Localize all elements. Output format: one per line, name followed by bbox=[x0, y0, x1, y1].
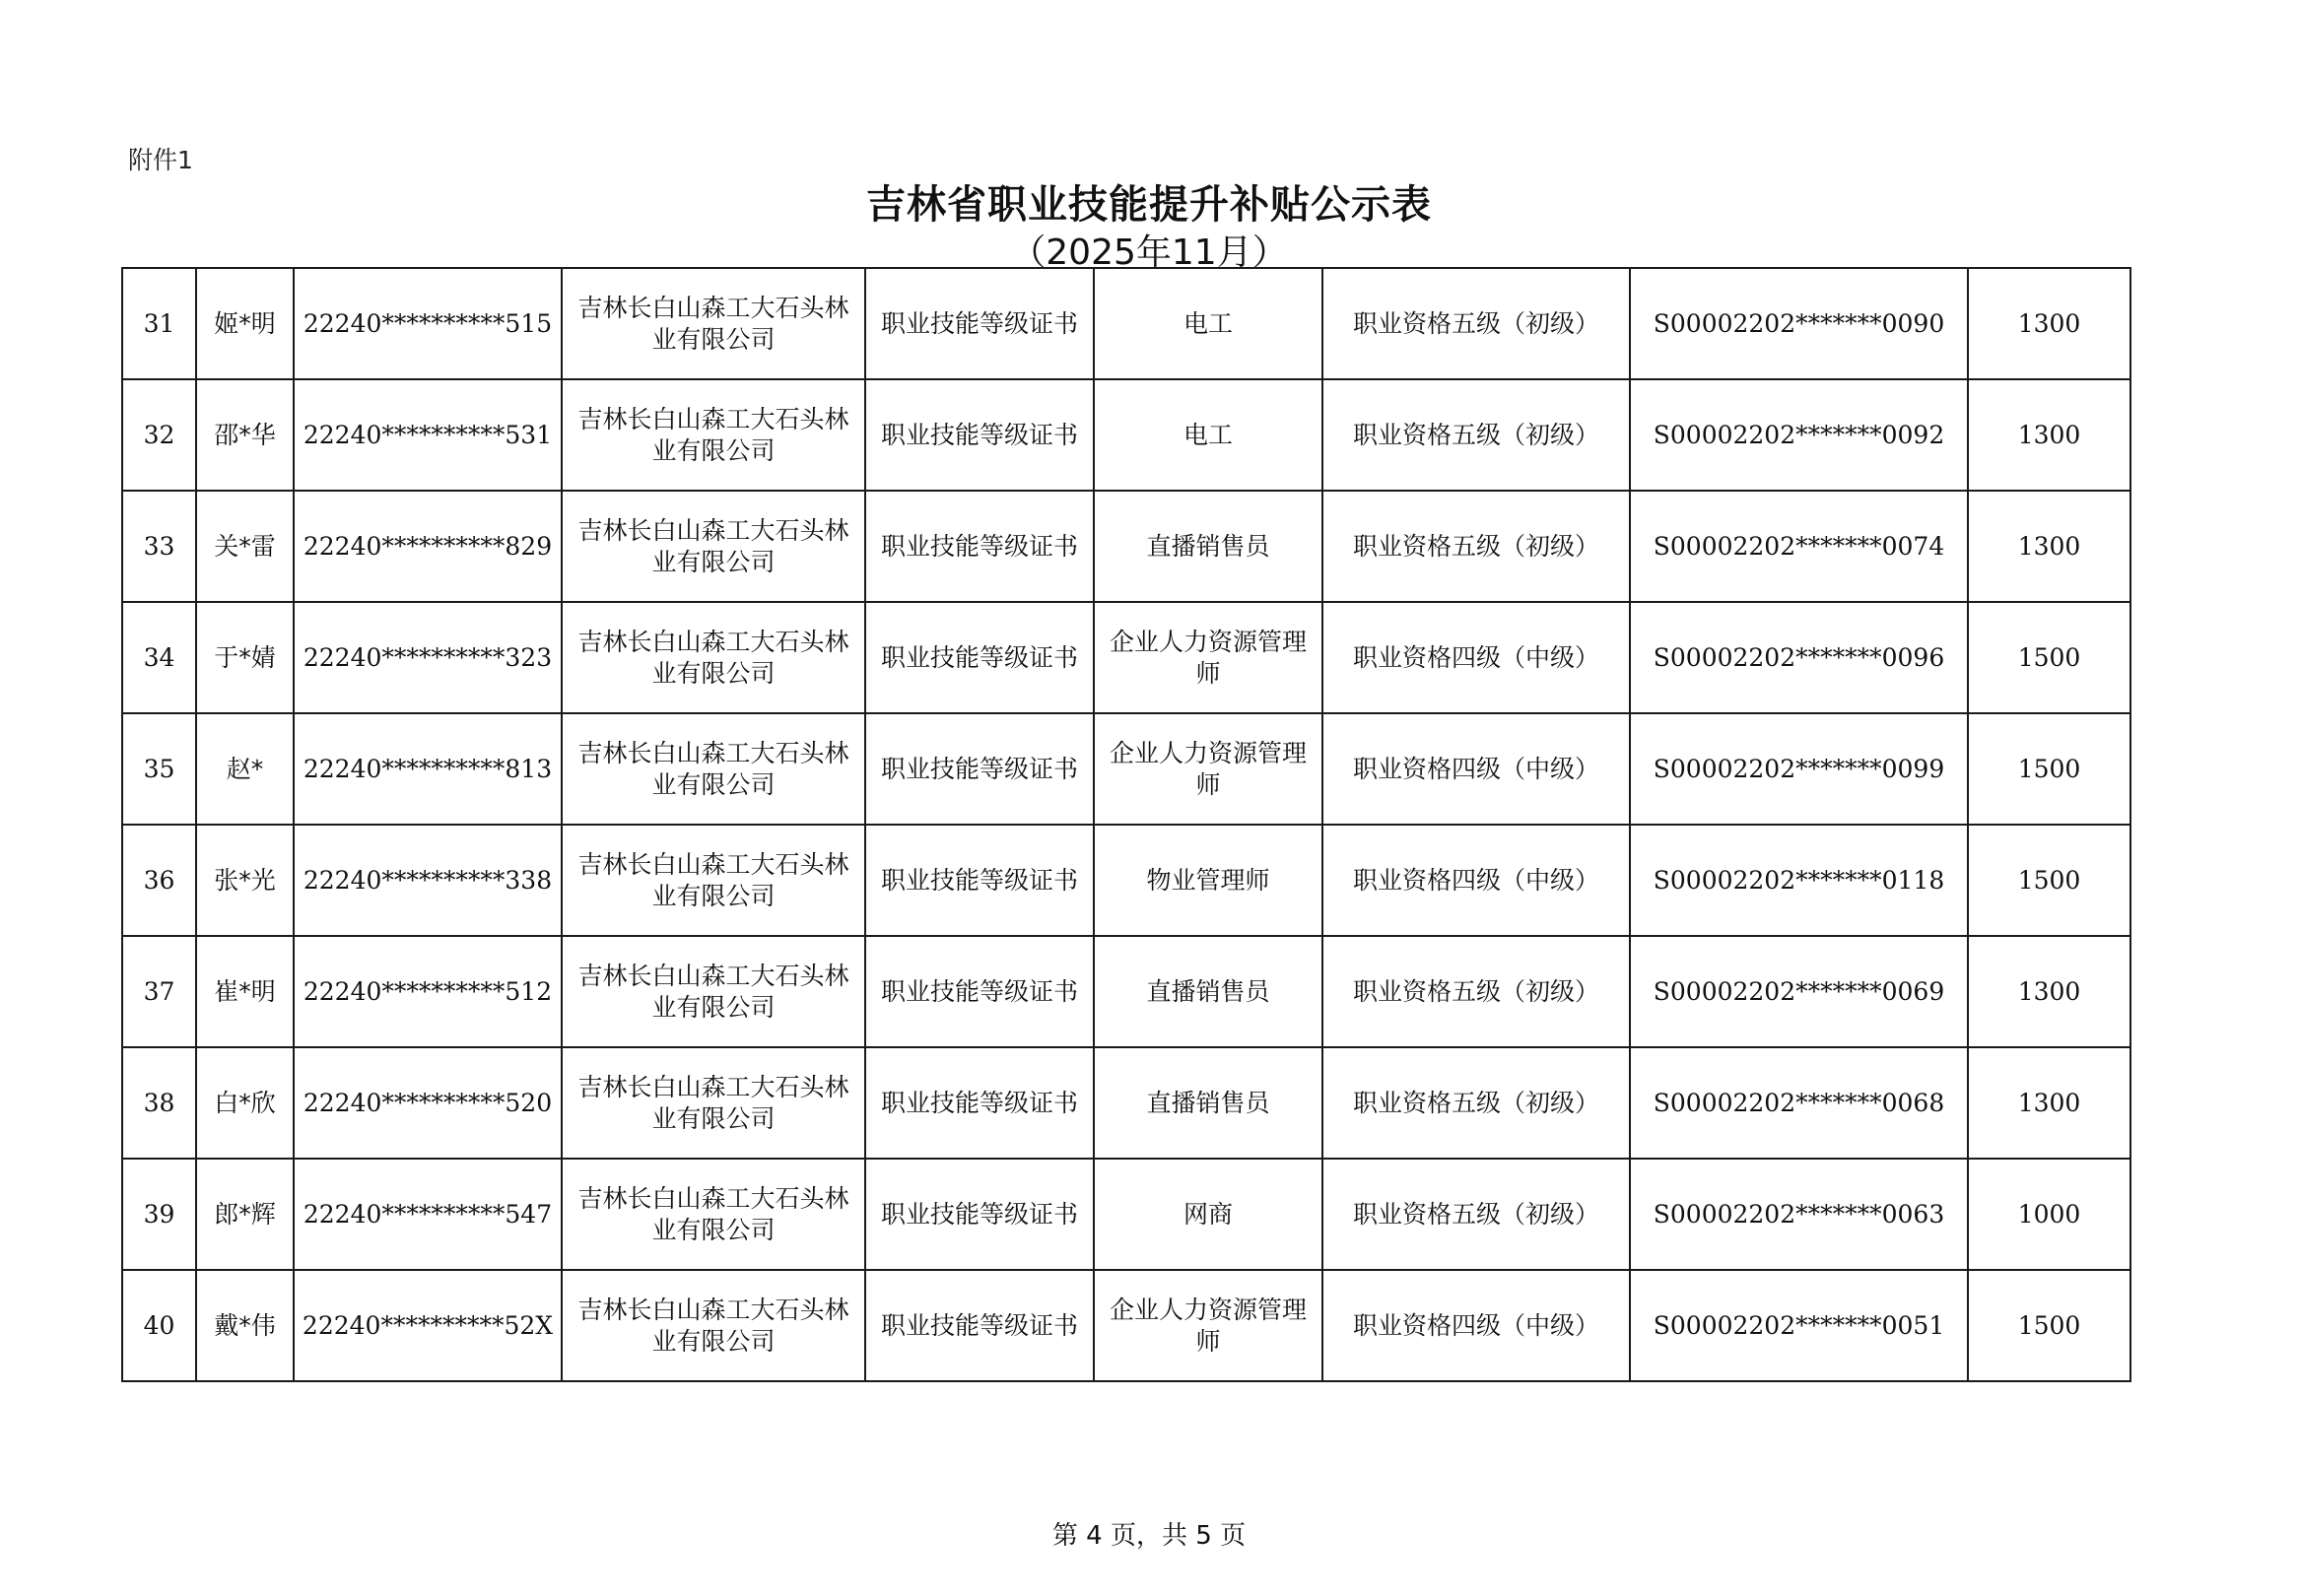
amount-cell: 1300 bbox=[1968, 1047, 2130, 1159]
amount-cell: 1300 bbox=[1968, 936, 2130, 1047]
cert-number-cell: S00002202*******0118 bbox=[1630, 825, 1968, 936]
company-cell: 吉林长白山森工大石头林业有限公司 bbox=[562, 1159, 865, 1270]
cert-number-cell: S00002202*******0068 bbox=[1630, 1047, 1968, 1159]
id-number-cell: 22240**********52X bbox=[294, 1270, 562, 1381]
id-number-cell: 22240**********323 bbox=[294, 602, 562, 713]
subsidy-table bbox=[121, 267, 2131, 1382]
cert-number-cell: S00002202*******0092 bbox=[1630, 379, 1968, 491]
row-number-cell: 35 bbox=[122, 713, 196, 825]
id-number-cell: 22240**********547 bbox=[294, 1159, 562, 1270]
name-cell: 赵* bbox=[196, 713, 294, 825]
name-cell: 邵*华 bbox=[196, 379, 294, 491]
amount-cell: 1500 bbox=[1968, 1270, 2130, 1381]
level-cell: 职业资格五级（初级） bbox=[1322, 936, 1630, 1047]
level-cell: 职业资格四级（中级） bbox=[1322, 1270, 1630, 1381]
name-cell: 姬*明 bbox=[196, 268, 294, 379]
amount-cell: 1300 bbox=[1968, 268, 2130, 379]
cert-number-cell: S00002202*******0063 bbox=[1630, 1159, 1968, 1270]
row-number-cell: 38 bbox=[122, 1047, 196, 1159]
cert-number-cell: S00002202*******0074 bbox=[1630, 491, 1968, 602]
cert-type-cell: 职业技能等级证书 bbox=[865, 491, 1094, 602]
amount-cell: 1000 bbox=[1968, 1159, 2130, 1270]
occupation-cell: 电工 bbox=[1094, 268, 1322, 379]
name-cell: 张*光 bbox=[196, 825, 294, 936]
occupation-cell: 直播销售员 bbox=[1094, 936, 1322, 1047]
level-cell: 职业资格五级（初级） bbox=[1322, 1047, 1630, 1159]
company-cell: 吉林长白山森工大石头林业有限公司 bbox=[562, 936, 865, 1047]
row-number-cell: 37 bbox=[122, 936, 196, 1047]
cert-type-cell: 职业技能等级证书 bbox=[865, 268, 1094, 379]
id-number-cell: 22240**********520 bbox=[294, 1047, 562, 1159]
page-footer: 第 4 页，共 5 页 bbox=[1051, 1521, 1247, 1551]
table-body bbox=[122, 268, 2130, 1381]
name-cell: 戴*伟 bbox=[196, 1270, 294, 1381]
name-cell: 关*雷 bbox=[196, 491, 294, 602]
occupation-cell: 物业管理师 bbox=[1094, 825, 1322, 936]
level-cell: 职业资格四级（中级） bbox=[1322, 825, 1630, 936]
company-cell: 吉林长白山森工大石头林业有限公司 bbox=[562, 1270, 865, 1381]
page-subtitle: （2025年11月） bbox=[1010, 233, 1288, 273]
name-cell: 崔*明 bbox=[196, 936, 294, 1047]
occupation-cell: 企业人力资源管理师 bbox=[1094, 713, 1322, 825]
table-row bbox=[122, 936, 2130, 1047]
row-number-cell: 33 bbox=[122, 491, 196, 602]
page-title: 吉林省职业技能提升补贴公示表 bbox=[866, 182, 1432, 228]
occupation-cell: 电工 bbox=[1094, 379, 1322, 491]
company-cell: 吉林长白山森工大石头林业有限公司 bbox=[562, 713, 865, 825]
attachment-label: 附件1 bbox=[128, 146, 193, 174]
cert-type-cell: 职业技能等级证书 bbox=[865, 825, 1094, 936]
amount-cell: 1500 bbox=[1968, 825, 2130, 936]
level-cell: 职业资格五级（初级） bbox=[1322, 491, 1630, 602]
occupation-cell: 直播销售员 bbox=[1094, 1047, 1322, 1159]
table-row bbox=[122, 713, 2130, 825]
row-number-cell: 40 bbox=[122, 1270, 196, 1381]
occupation-cell: 网商 bbox=[1094, 1159, 1322, 1270]
id-number-cell: 22240**********531 bbox=[294, 379, 562, 491]
level-cell: 职业资格五级（初级） bbox=[1322, 379, 1630, 491]
amount-cell: 1500 bbox=[1968, 602, 2130, 713]
cert-type-cell: 职业技能等级证书 bbox=[865, 379, 1094, 491]
name-cell: 郎*辉 bbox=[196, 1159, 294, 1270]
cert-number-cell: S00002202*******0096 bbox=[1630, 602, 1968, 713]
company-cell: 吉林长白山森工大石头林业有限公司 bbox=[562, 825, 865, 936]
name-cell: 于*婧 bbox=[196, 602, 294, 713]
id-number-cell: 22240**********338 bbox=[294, 825, 562, 936]
cert-number-cell: S00002202*******0099 bbox=[1630, 713, 1968, 825]
cert-type-cell: 职业技能等级证书 bbox=[865, 1159, 1094, 1270]
table-row bbox=[122, 1047, 2130, 1159]
occupation-cell: 企业人力资源管理师 bbox=[1094, 602, 1322, 713]
id-number-cell: 22240**********515 bbox=[294, 268, 562, 379]
occupation-cell: 企业人力资源管理师 bbox=[1094, 1270, 1322, 1381]
cert-type-cell: 职业技能等级证书 bbox=[865, 602, 1094, 713]
table-row bbox=[122, 602, 2130, 713]
level-cell: 职业资格五级（初级） bbox=[1322, 268, 1630, 379]
cert-number-cell: S00002202*******0051 bbox=[1630, 1270, 1968, 1381]
table-row bbox=[122, 825, 2130, 936]
cert-type-cell: 职业技能等级证书 bbox=[865, 1047, 1094, 1159]
amount-cell: 1300 bbox=[1968, 379, 2130, 491]
table-row bbox=[122, 1270, 2130, 1381]
row-number-cell: 32 bbox=[122, 379, 196, 491]
table-row bbox=[122, 379, 2130, 491]
cert-number-cell: S00002202*******0069 bbox=[1630, 936, 1968, 1047]
level-cell: 职业资格四级（中级） bbox=[1322, 713, 1630, 825]
table-row bbox=[122, 491, 2130, 602]
id-number-cell: 22240**********829 bbox=[294, 491, 562, 602]
occupation-cell: 直播销售员 bbox=[1094, 491, 1322, 602]
id-number-cell: 22240**********512 bbox=[294, 936, 562, 1047]
level-cell: 职业资格四级（中级） bbox=[1322, 602, 1630, 713]
table-row bbox=[122, 1159, 2130, 1270]
level-cell: 职业资格五级（初级） bbox=[1322, 1159, 1630, 1270]
cert-type-cell: 职业技能等级证书 bbox=[865, 936, 1094, 1047]
company-cell: 吉林长白山森工大石头林业有限公司 bbox=[562, 379, 865, 491]
company-cell: 吉林长白山森工大石头林业有限公司 bbox=[562, 602, 865, 713]
cert-number-cell: S00002202*******0090 bbox=[1630, 268, 1968, 379]
row-number-cell: 36 bbox=[122, 825, 196, 936]
company-cell: 吉林长白山森工大石头林业有限公司 bbox=[562, 491, 865, 602]
company-cell: 吉林长白山森工大石头林业有限公司 bbox=[562, 1047, 865, 1159]
cert-type-cell: 职业技能等级证书 bbox=[865, 713, 1094, 825]
row-number-cell: 31 bbox=[122, 268, 196, 379]
table-row bbox=[122, 268, 2130, 379]
company-cell: 吉林长白山森工大石头林业有限公司 bbox=[562, 268, 865, 379]
row-number-cell: 34 bbox=[122, 602, 196, 713]
row-number-cell: 39 bbox=[122, 1159, 196, 1270]
amount-cell: 1300 bbox=[1968, 491, 2130, 602]
amount-cell: 1500 bbox=[1968, 713, 2130, 825]
cert-type-cell: 职业技能等级证书 bbox=[865, 1270, 1094, 1381]
name-cell: 白*欣 bbox=[196, 1047, 294, 1159]
id-number-cell: 22240**********813 bbox=[294, 713, 562, 825]
